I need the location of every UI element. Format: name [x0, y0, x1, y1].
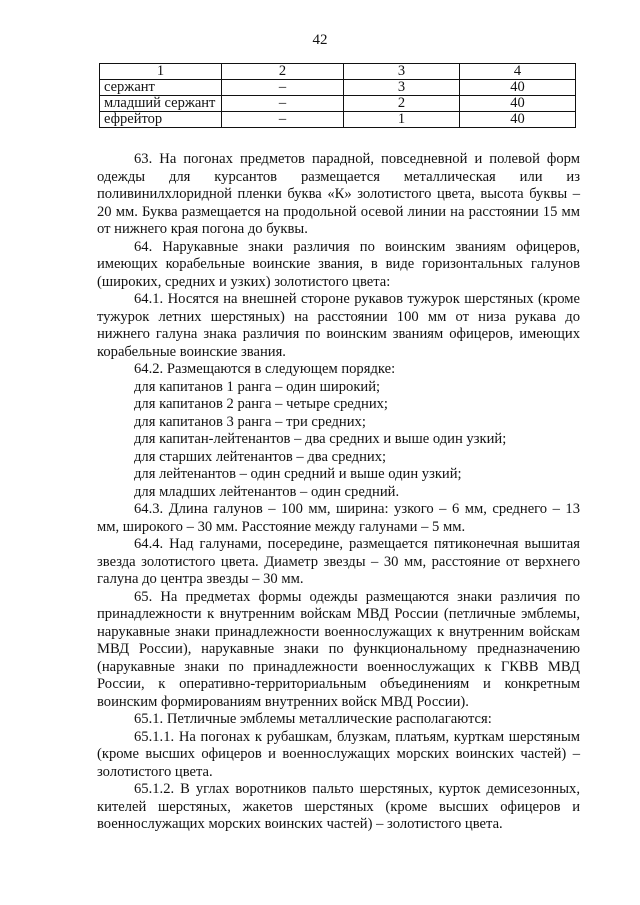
table-header-cell: 4: [460, 64, 576, 80]
paragraph-64-4: 64.4. Над галунами, посередине, размещается пятиконечная вышитая звезда золотистого цвета. Диаметр звезды – 30 мм, расстояние от верхнего галуна до центра звезды – 30 мм.: [97, 536, 580, 587]
list-item: для капитан-лейтенантов – два средних и выше один узкий;: [134, 431, 507, 447]
paragraph-64: 64. Нарукавные знаки различия по воинским званиям офицеров, имеющих корабельные воинские звания, в виде горизонтальных галунов (широких, средних и узких) золотистого цвета:: [97, 238, 580, 290]
table-cell: –: [222, 96, 344, 112]
list-item: для младших лейтенантов – один средний.: [134, 483, 400, 500]
table-row: [100, 112, 576, 128]
paragraph-65-1-1: 65.1.1. На погонах к рубашкам, блузкам, платьям, курткам шерстяным (кроме высших офицеров и военнослужащих морских воинских частей) – золотистого цвета.: [97, 728, 580, 780]
list-item: для старших лейтенантов – два средних;: [134, 448, 387, 465]
table-cell: 40: [460, 112, 576, 128]
table-row: [100, 80, 576, 96]
table-header-cell: 3: [344, 64, 460, 80]
paragraph-64-2: 64.2. Размещаются в следующем порядке:: [134, 361, 396, 377]
table-cell: 40: [460, 80, 576, 96]
list-item: для капитанов 2 ранга – четыре средних;: [134, 396, 388, 412]
paragraph-65-1: 65.1. Петличные эмблемы металлические располагаются:: [134, 711, 492, 727]
table-cell: –: [222, 112, 344, 128]
page-number: 42: [312, 32, 328, 48]
list-item: для капитанов 3 ранга – три средних;: [134, 413, 366, 430]
table-header-row: [100, 64, 576, 80]
table-row: [100, 96, 576, 112]
list-item: для лейтенантов – один средний и выше один узкий;: [134, 466, 462, 482]
table-cell-rank: сержант: [100, 80, 222, 96]
paragraph-65: 65. На предметах формы одежды размещаются знаки различия по принадлежности к внутренним войскам МВД России (петличные эмблемы, нарукавные знаки принадлежности военнослужащих к внутренним войскам МВД России), нарукавные знаки по функциональному предназначению (нарукавные знаки по принадлежности военнослужащих к ГКВВ МВД России, к оперативно-территориальным объединениям и конкретным воинским формированиям внутренних войск МВД России).: [97, 588, 580, 710]
paragraph-63: 63. На погонах предметов парадной, повседневной и полевой форм одежды для курсантов размещается металлическая или из поливинилхлоридной пленки буква «К» золотистого цвета, высота буквы – 20 мм. Буква размещается на продольной осевой линии на расстоянии 15 мм от нижнего края погона до буквы.: [97, 151, 580, 237]
rank-insignia-table: [99, 63, 576, 128]
paragraph-64-3: 64.3. Длина галунов – 100 мм, ширина: узкого – 6 мм, среднего – 13 мм, широкого – 30 мм. Расстояние между галунами – 5 мм.: [97, 501, 580, 535]
paragraph-64-1: 64.1. Носятся на внешней стороне рукавов тужурок шерстяных (кроме тужурок летних шерстяных) на расстоянии 100 мм от низа рукава до нижнего галуна знака различия по воинским званиям офицеров, имеющих корабельные воинские звания.: [97, 291, 580, 360]
table-cell-rank: младший сержант: [100, 96, 222, 112]
table-header-cell: 2: [222, 64, 344, 80]
table-cell: 40: [460, 96, 576, 112]
paragraph-65-1-2: 65.1.2. В углах воротников пальто шерстяных, курток демисезонных, кителей шерстяных, жакетов шерстяных (кроме высших офицеров и военнослужащих морских воинских частей) – золотистого цвета.: [97, 781, 580, 832]
body-text: [97, 151, 580, 834]
list-item: для капитанов 1 ранга – один широкий;: [134, 378, 381, 395]
table-cell: 1: [344, 112, 460, 128]
table-header-cell: 1: [100, 64, 222, 80]
table-cell: 2: [344, 96, 460, 112]
table-cell: 3: [344, 80, 460, 96]
table-cell: –: [222, 80, 344, 96]
table-cell-rank: ефрейтор: [100, 112, 222, 128]
